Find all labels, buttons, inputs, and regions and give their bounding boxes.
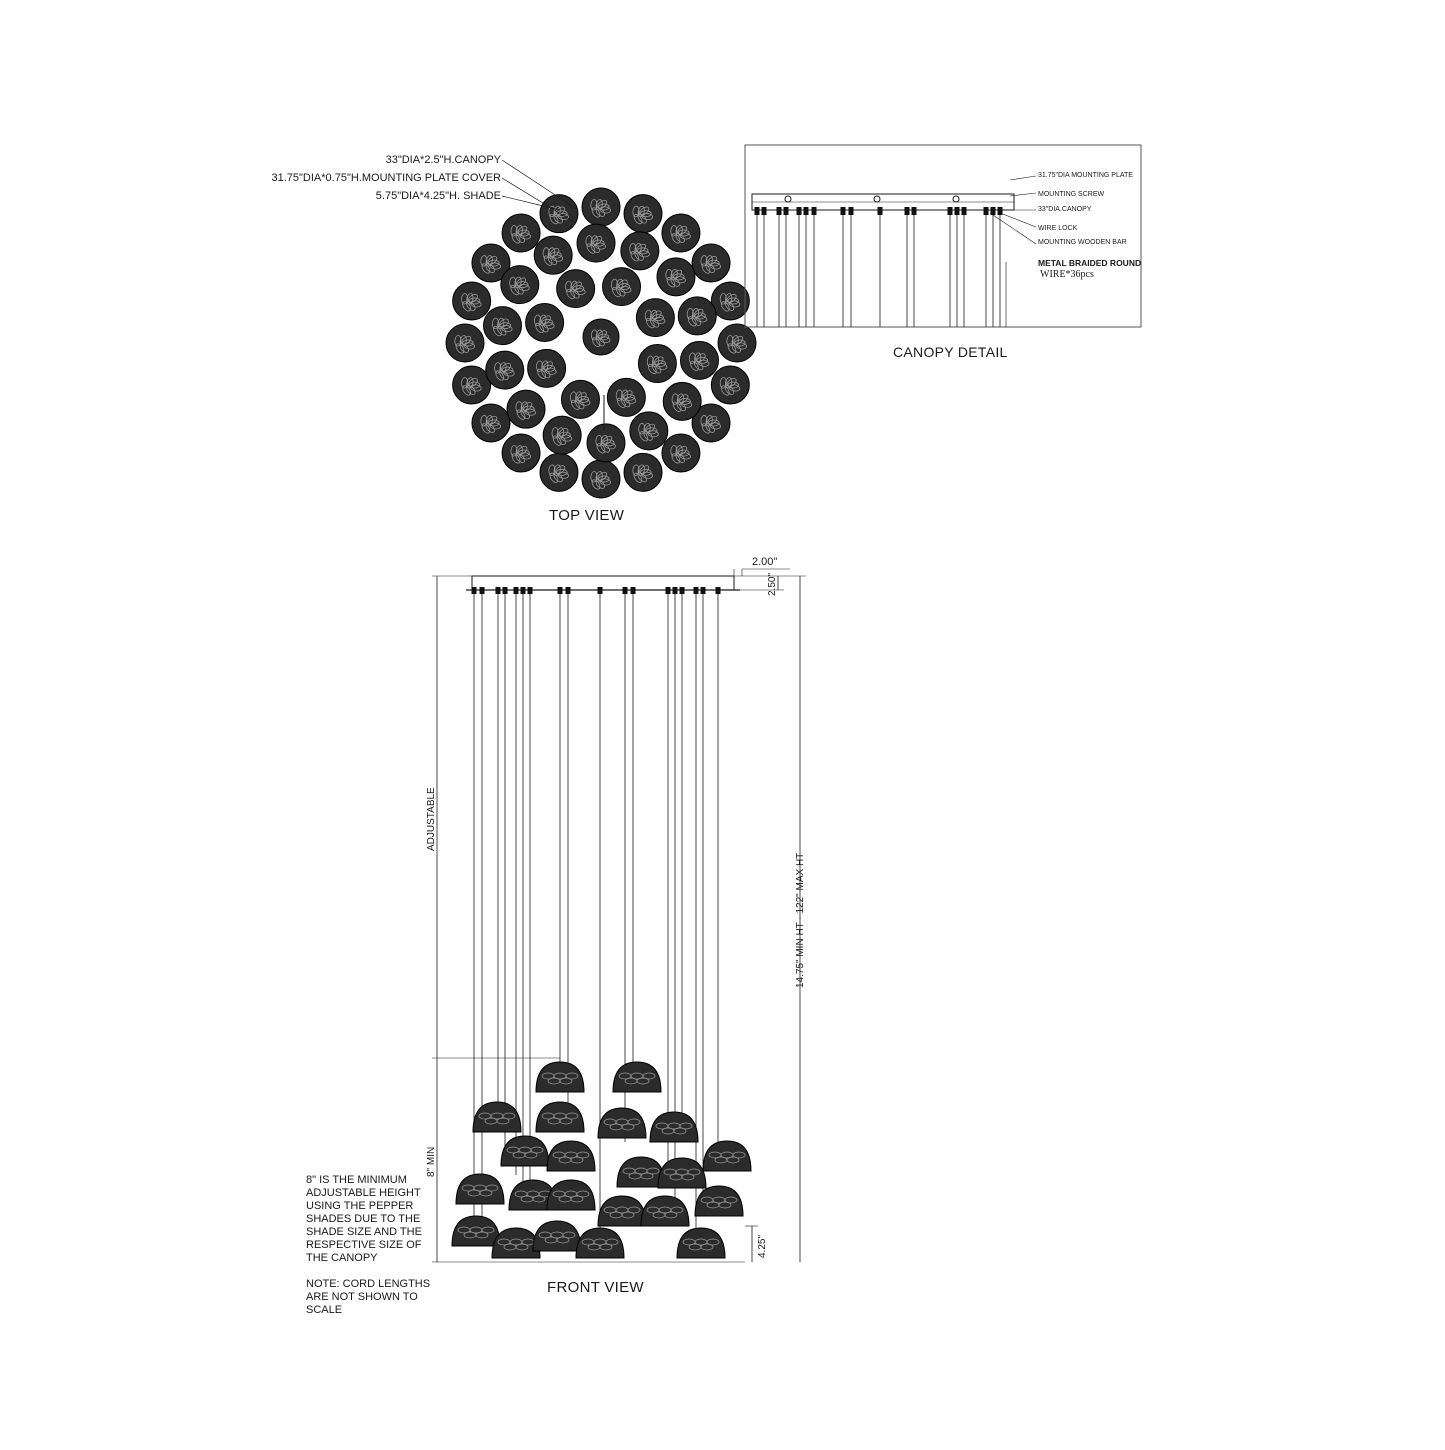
wire-lock [701, 587, 706, 594]
shade-outline [662, 434, 700, 472]
shade-globe [453, 366, 491, 404]
shade-outline [582, 460, 620, 498]
shade-outline [577, 224, 615, 262]
wire-lock [472, 587, 477, 594]
wire-lock [694, 587, 699, 594]
wire-lock [955, 207, 960, 215]
wire-lock [804, 207, 809, 215]
pendant-shade [598, 1196, 646, 1226]
shade-globe [526, 303, 564, 341]
wire-lock [797, 207, 802, 215]
shade-globe [582, 188, 620, 226]
callout-shade: 5.75"DIA*4.25"H. SHADE [375, 190, 501, 202]
shade-globe [484, 307, 522, 345]
shade-outline [711, 366, 749, 404]
pendant-shade [492, 1228, 540, 1258]
shade-dome [536, 1062, 584, 1092]
dim-adjustable: ADJUSTABLE [426, 787, 437, 851]
shade-outline [630, 412, 668, 450]
wire-lock [984, 207, 989, 215]
wire-lock [631, 587, 636, 594]
shade-outline [636, 299, 674, 337]
pendant-shade [598, 1108, 646, 1138]
shade-outline [582, 188, 620, 226]
shade-outline [540, 453, 578, 491]
mounting-screw [953, 196, 959, 202]
shade-globe [680, 341, 718, 379]
shade-globe [534, 236, 572, 274]
canopy-leader [990, 213, 1036, 244]
shade-outline [711, 282, 749, 320]
shade-globe [540, 195, 578, 233]
shade-outline [587, 424, 625, 462]
shade-dome [452, 1216, 500, 1246]
pendant-shade [473, 1102, 521, 1132]
shade-globe [502, 214, 540, 252]
wire-lock [680, 587, 685, 594]
shade-globe [636, 299, 674, 337]
wire-lock [566, 587, 571, 594]
wire-lock [912, 207, 917, 215]
shade-globe [446, 324, 484, 362]
shade-globe [507, 390, 545, 428]
callout-mounting-plate: 31.75"DIA MOUNTING PLATE [1038, 172, 1133, 179]
wire-lock [521, 587, 526, 594]
wire-lock [528, 587, 533, 594]
shade-globe [692, 244, 730, 282]
shade-dome [677, 1228, 725, 1258]
pendant-shade [576, 1228, 624, 1258]
canopy-leader [1010, 176, 1036, 180]
pendant-shade [695, 1186, 743, 1216]
shade-outline [607, 378, 645, 416]
pendant-shade [703, 1141, 751, 1171]
shade-dome [576, 1228, 624, 1258]
shade-globe [453, 282, 491, 320]
wire-lock [777, 207, 782, 215]
wire-lock [716, 587, 721, 594]
wire-lock [812, 207, 817, 215]
shade-dome [536, 1102, 584, 1132]
pendant-shade [641, 1196, 689, 1226]
shade-outline [486, 351, 524, 389]
shade-outline [534, 236, 572, 274]
shade-globe [711, 366, 749, 404]
wire-note-line1: METAL BRAIDED ROUND [1038, 258, 1142, 268]
wire-lock [878, 207, 883, 215]
shade-globe [587, 424, 625, 462]
wire-lock [598, 587, 603, 594]
wire-lock [905, 207, 910, 215]
pendant-shade [650, 1112, 698, 1142]
shade-outline [507, 390, 545, 428]
pendant-shade [677, 1228, 725, 1258]
shade-globe [657, 258, 695, 296]
wire-lock [503, 587, 508, 594]
note-minimum-height: 8" IS THE MINIMUM ADJUSTABLE HEIGHT USING THE PEPPER SHADES DUE TO THE SHADE SIZE AND THE RESPECTIVE SIZE OF THE CANOPY [306, 1174, 422, 1264]
pendant-shade [456, 1174, 504, 1204]
wire-lock [962, 207, 967, 215]
shade-dome [547, 1180, 595, 1210]
shade-globe [583, 319, 619, 355]
callout-mounting-plate-cover: 31.75"DIA*0.75"H.MOUNTING PLATE COVER [271, 172, 501, 184]
shade-globe [624, 453, 662, 491]
dim-overall-height: 14.75" MIN HT - 122" MAX HT [795, 852, 806, 988]
shade-globe [638, 345, 676, 383]
callout-canopy: 33"DIA*2.5"H.CANOPY [385, 154, 501, 166]
pendant-shade [547, 1141, 595, 1171]
shade-dome [492, 1228, 540, 1258]
pendant-shade [533, 1221, 581, 1251]
pendant-shade [536, 1062, 584, 1092]
wire-note-line2: WIRE*36pcs [1040, 269, 1094, 280]
shade-globe [486, 351, 524, 389]
shade-outline [502, 434, 540, 472]
shade-outline [561, 380, 599, 418]
mounting-screw [785, 196, 791, 202]
shade-outline [638, 345, 676, 383]
wire-lock [514, 587, 519, 594]
wire-lock [480, 587, 485, 594]
dim-min-height: 8" MIN [426, 1146, 437, 1177]
dim-canopy-width: 2.00" [752, 556, 778, 568]
wire-lock [673, 587, 678, 594]
shade-outline [453, 366, 491, 404]
shade-globe [718, 324, 756, 362]
shade-dome [456, 1174, 504, 1204]
wire-lock [762, 207, 767, 215]
pendant-shade [536, 1102, 584, 1132]
shade-globe [630, 412, 668, 450]
shade-globe [528, 349, 566, 387]
shade-outline [540, 195, 578, 233]
shade-globe [624, 195, 662, 233]
mounting-screw [874, 196, 880, 202]
dim-shade-height: 4.25" [757, 1234, 768, 1258]
shade-dome [598, 1108, 646, 1138]
shade-globe [543, 416, 581, 454]
wire-lock [784, 207, 789, 215]
wire-lock [948, 207, 953, 215]
canopy-detail-title: CANOPY DETAIL [893, 344, 1008, 360]
shade-dome [533, 1221, 581, 1251]
shade-outline [453, 282, 491, 320]
wire-lock [496, 587, 501, 594]
shade-globe [603, 268, 641, 306]
top-view-drawing [446, 160, 756, 498]
shade-outline [557, 270, 595, 308]
shade-outline [624, 195, 662, 233]
shade-dome [473, 1102, 521, 1132]
pendant-shade [547, 1180, 595, 1210]
callout-wire-lock: WIRE LOCK [1038, 225, 1078, 232]
top-view-title: TOP VIEW [549, 507, 625, 524]
shade-globe [540, 453, 578, 491]
dim-canopy-height: 2.50" [767, 572, 778, 596]
shade-globe [561, 380, 599, 418]
shade-dome [695, 1186, 743, 1216]
callout-mounting-screw: MOUNTING SCREW [1038, 191, 1105, 198]
shade-globe [711, 282, 749, 320]
pendant-shade [658, 1158, 706, 1188]
shade-outline [446, 324, 484, 362]
callout-canopy-dia: 33"DIA.CANOPY [1038, 206, 1092, 213]
front-view-title: FRONT VIEW [547, 1279, 644, 1296]
shade-dome [613, 1062, 661, 1092]
wire-lock [666, 587, 671, 594]
shade-outline [680, 341, 718, 379]
shade-globe [472, 404, 510, 442]
shade-outline [718, 324, 756, 362]
canopy-leader [1000, 213, 1036, 227]
shade-outline [678, 297, 716, 335]
front-view-drawing [432, 569, 806, 1262]
shade-globe [662, 434, 700, 472]
shade-globe [621, 232, 659, 270]
shade-dome [650, 1112, 698, 1142]
shade-dome [703, 1141, 751, 1171]
note-cord-lengths: NOTE: CORD LENGTHS ARE NOT SHOWN TO SCALE [306, 1278, 431, 1316]
callout-wooden-bar: MOUNTING WOODEN BAR [1038, 239, 1127, 246]
shade-outline [603, 268, 641, 306]
shade-globe [557, 270, 595, 308]
shade-dome [598, 1196, 646, 1226]
wire-lock [849, 207, 854, 215]
shade-outline [663, 382, 701, 420]
shade-dome [501, 1136, 549, 1166]
wire-lock [841, 207, 846, 215]
wire-lock [755, 207, 760, 215]
shade-dome [641, 1196, 689, 1226]
shade-outline [484, 307, 522, 345]
shade-dome [547, 1141, 595, 1171]
shade-outline [528, 349, 566, 387]
pendant-shade [501, 1136, 549, 1166]
shade-globe [502, 434, 540, 472]
shade-outline [543, 416, 581, 454]
shade-outline [501, 266, 539, 304]
shade-globe [577, 224, 615, 262]
shade-outline [526, 303, 564, 341]
shade-globe [501, 266, 539, 304]
shade-outline [502, 214, 540, 252]
shade-outline [472, 404, 510, 442]
shade-globe [582, 460, 620, 498]
shade-outline [621, 232, 659, 270]
shade-globe [678, 297, 716, 335]
shade-dome [658, 1158, 706, 1188]
shade-globe [607, 378, 645, 416]
shade-outline [692, 244, 730, 282]
pendant-shade [613, 1062, 661, 1092]
wire-lock [558, 587, 563, 594]
shade-outline [657, 258, 695, 296]
shade-globe [663, 382, 701, 420]
shade-outline [624, 453, 662, 491]
pendant-shade [452, 1216, 500, 1246]
wire-lock [623, 587, 628, 594]
shade-outline [662, 214, 700, 252]
shade-globe [662, 214, 700, 252]
